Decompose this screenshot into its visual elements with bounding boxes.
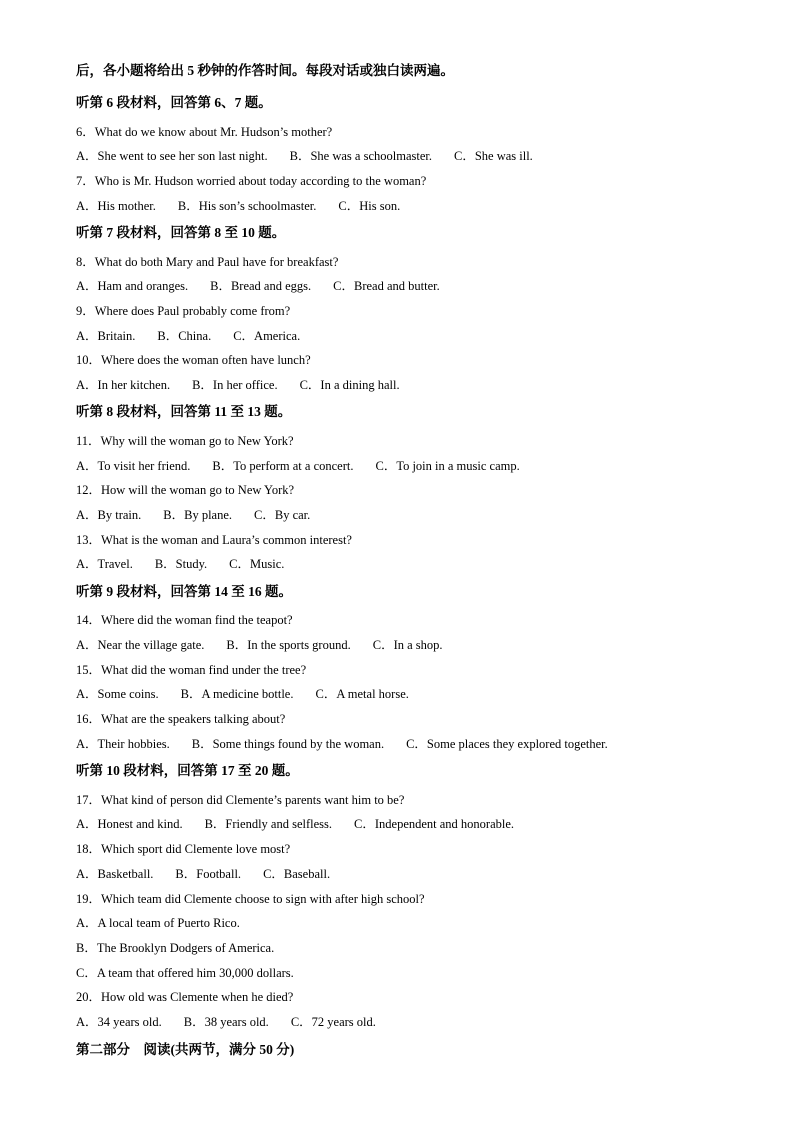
option-a: A．Ham and oranges.: [76, 279, 189, 293]
question-7: 7．Who is Mr. Hudson worried about today according to the woman?: [76, 174, 427, 188]
question-13: 13．What is the woman and Laura’s common interest?: [76, 533, 352, 547]
option-c: C．His son.: [338, 199, 401, 213]
option-c: C．Music.: [229, 557, 285, 571]
question-6: 6．What do we know about Mr. Hudson’s mother?: [76, 125, 333, 139]
question-15: 15．What did the woman find under the tree?: [76, 663, 307, 677]
options-12: [76, 507, 310, 523]
option-a: A．She went to see her son last night.: [76, 149, 268, 163]
option-b: B．Friendly and selfless.: [204, 817, 333, 831]
question-16: 16．What are the speakers talking about?: [76, 712, 286, 726]
options-20: [76, 1014, 376, 1030]
option-b: B．China.: [157, 329, 212, 343]
options-10: [76, 377, 400, 393]
section-heading-8: 听第 8 段材料，回答第 11 至 13 题。: [76, 404, 292, 419]
question-17: 17．What kind of person did Clemente’s parents want him to be?: [76, 793, 405, 807]
option-19-a: A．A local team of Puerto Rico.: [76, 916, 240, 930]
option-b: B．In the sports ground.: [226, 638, 351, 652]
option-c: C．A metal horse.: [315, 687, 409, 701]
option-a: A．His mother.: [76, 199, 156, 213]
option-19-b: B．The Brooklyn Dodgers of America.: [76, 941, 275, 955]
options-16: [76, 736, 608, 752]
option-b: B．To perform at a concert.: [212, 459, 354, 473]
question-14: 14．Where did the woman find the teapot?: [76, 613, 293, 627]
option-b: B．In her office.: [192, 378, 278, 392]
option-a: A．Honest and kind.: [76, 817, 183, 831]
option-c: C．By car.: [254, 508, 311, 522]
option-a: A．Travel.: [76, 557, 133, 571]
options-6: [76, 148, 533, 164]
option-a: A．Basketball.: [76, 867, 154, 881]
option-a: A．34 years old.: [76, 1015, 162, 1029]
option-c: C．Baseball.: [263, 867, 331, 881]
option-a: A．In her kitchen.: [76, 378, 171, 392]
option-c: C．Bread and butter.: [333, 279, 440, 293]
question-10: 10．Where does the woman often have lunch?: [76, 353, 311, 367]
option-b: B．By plane.: [163, 508, 233, 522]
option-a: A．To visit her friend.: [76, 459, 191, 473]
options-15: [76, 686, 409, 702]
option-a: A．By train.: [76, 508, 142, 522]
option-c: C．In a dining hall.: [299, 378, 400, 392]
option-c: C．72 years old.: [290, 1015, 376, 1029]
options-11: [76, 458, 520, 474]
option-b: B．Study.: [154, 557, 208, 571]
option-b: B．38 years old.: [183, 1015, 269, 1029]
option-b: B．Football.: [175, 867, 242, 881]
option-a: A．Britain.: [76, 329, 136, 343]
options-17: [76, 816, 514, 832]
question-8: 8．What do both Mary and Paul have for breakfast?: [76, 255, 339, 269]
question-19: 19．Which team did Clemente choose to sign with after high school?: [76, 892, 425, 906]
section-intro-line: 后，各小题将给出 5 秒钟的作答时间。每段对话或独白读两遍。: [76, 63, 454, 78]
option-a: A．Near the village gate.: [76, 638, 205, 652]
section-heading-9: 听第 9 段材料，回答第 14 至 16 题。: [76, 584, 292, 599]
option-c: C．Independent and honorable.: [354, 817, 515, 831]
section-heading-6: 听第 6 段材料，回答第 6、7 题。: [76, 95, 272, 110]
option-c: C．She was ill.: [453, 149, 533, 163]
section-heading-7: 听第 7 段材料，回答第 8 至 10 题。: [76, 225, 286, 240]
option-c: C．America.: [233, 329, 301, 343]
option-19-c: C．A team that offered him 30,000 dollars.: [76, 966, 294, 980]
question-18: 18．Which sport did Clemente love most?: [76, 842, 291, 856]
option-a: A．Some coins.: [76, 687, 159, 701]
option-b: B．Bread and eggs.: [210, 279, 312, 293]
section-heading-10: 听第 10 段材料，回答第 17 至 20 题。: [76, 763, 299, 778]
option-a: A．Their hobbies.: [76, 737, 170, 751]
part-two-heading: 第二部分 阅读(共两节，满分 50 分): [76, 1042, 295, 1057]
option-c: C．Some places they explored together.: [406, 737, 608, 751]
options-7: [76, 198, 400, 214]
question-20: 20．How old was Clemente when he died?: [76, 990, 294, 1004]
question-12: 12．How will the woman go to New York?: [76, 483, 295, 497]
options-13: [76, 556, 284, 572]
options-14: [76, 637, 443, 653]
question-9: 9．Where does Paul probably come from?: [76, 304, 291, 318]
option-b: B．His son’s schoolmaster.: [177, 199, 317, 213]
options-9: [76, 328, 300, 344]
options-8: [76, 278, 440, 294]
option-b: B．Some things found by the woman.: [191, 737, 385, 751]
options-18: [76, 866, 330, 882]
option-c: C．To join in a music camp.: [375, 459, 520, 473]
option-c: C．In a shop.: [372, 638, 443, 652]
question-11: 11．Why will the woman go to New York?: [76, 434, 294, 448]
option-b: B．She was a schoolmaster.: [289, 149, 432, 163]
option-b: B．A medicine bottle.: [180, 687, 294, 701]
